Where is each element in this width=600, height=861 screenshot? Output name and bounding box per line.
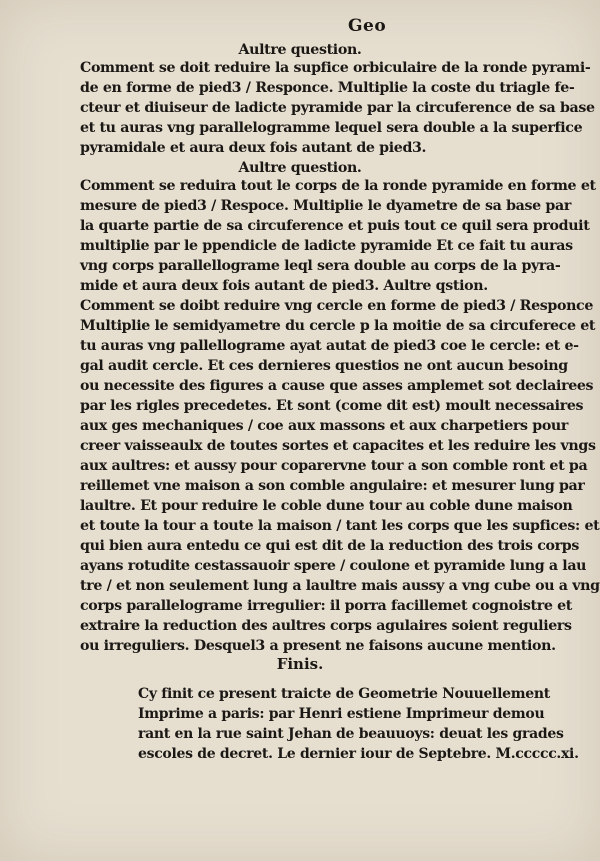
text-line: creer vaisseaulx de toutes sortes et capacites et les reduire les vngs (80, 438, 596, 454)
text-line: Comment se reduira tout le corps de la ronde pyramide en forme et (80, 178, 596, 194)
text-line: ayans rotudite cestassauoir spere / coulone et pyramide lung a lau (80, 558, 587, 574)
text-line: et tu auras vng parallelogramme lequel sera double a la superfice (80, 120, 583, 136)
text-line: Multiplie le semidyametre du cercle p la moitie de sa circuferece et (80, 318, 596, 334)
text-line: qui bien aura entedu ce qui est dit de la reduction des trois corps (80, 538, 580, 554)
finis-heading: Finis. (276, 655, 324, 673)
colophon-line: escoles de decret. Le dernier iour de Septebre. M.ccccc.xi. (138, 746, 579, 762)
text-line: cteur et diuiseur de ladicte pyramide par la circuference de sa base (80, 100, 595, 116)
text-line: ou irreguliers. Desquel3 a present ne faisons aucune mention. (80, 638, 556, 654)
section-heading: Aultre question. (238, 42, 362, 58)
text-line: tu auras vng pallellograme ayat autat de pied3 coe le cercle: et e- (80, 338, 579, 354)
text-line: vng corps parallellograme leql sera double au corps de la pyra- (80, 258, 561, 274)
text-line: tre / et non seulement lung a laultre mais aussy a vng cube ou a vng (80, 578, 600, 594)
text-line: laultre. Et pour reduire le coble dune tour au coble dune maison (80, 498, 573, 514)
text-line: Comment se doit reduire la supfice orbiculaire de la ronde pyrami- (80, 60, 591, 76)
text-line: aux aultres: et aussy pour coparervne tour a son comble ront et pa (80, 458, 588, 474)
colophon-line: Imprime a paris: par Henri estiene Imprimeur demou (138, 706, 545, 722)
text-line: aux ges mechaniques / coe aux massons et aux charpetiers pour (80, 418, 569, 434)
text-line: reillemet vne maison a son comble angulaire: et mesurer lung par (80, 478, 585, 494)
text-line: extraire la reduction des aultres corps agulaires soient reguliers (80, 618, 572, 634)
text-line: ou necessite des figures a cause que asses amplemet sot declairees (80, 378, 594, 394)
text-line: mide et aura deux fois autant de pied3. Aultre qstion. (80, 278, 488, 294)
colophon-line: Cy finit ce present traicte de Geometrie Nouuellement (138, 686, 550, 702)
text-line: pyramidale et aura deux fois autant de pied3. (80, 140, 427, 156)
text-line: de en forme de pied3 / Responce. Multiplie la coste du triagle fe- (80, 80, 575, 96)
text-line: la quarte partie de sa circuference et puis tout ce quil sera produit (80, 218, 590, 234)
text-line: corps parallelograme irregulier: il porra facillemet cognoistre et (80, 598, 572, 614)
colophon-line: rant en la rue saint Jehan de beauuoys: deuat les grades (138, 726, 564, 742)
text-line: mesure de pied3 / Respoce. Multiplie le dyametre de sa base par (80, 198, 571, 214)
running-head: Geo (348, 16, 387, 36)
section-heading: Aultre question. (238, 160, 362, 176)
text-line: multiplie par le ppendicle de ladicte pyramide Et ce fait tu auras (80, 238, 573, 254)
text-line: par les rigles precedetes. Et sont (come dit est) moult necessaires (80, 398, 584, 414)
text-line: et toute la tour a toute la maison / tant les corps que les supfices: et (80, 518, 600, 534)
text-line: Comment se doibt reduire vng cercle en forme de pied3 / Responce (80, 298, 594, 314)
text-line: gal audit cercle. Et ces dernieres questios ne ont aucun besoing (80, 358, 568, 374)
